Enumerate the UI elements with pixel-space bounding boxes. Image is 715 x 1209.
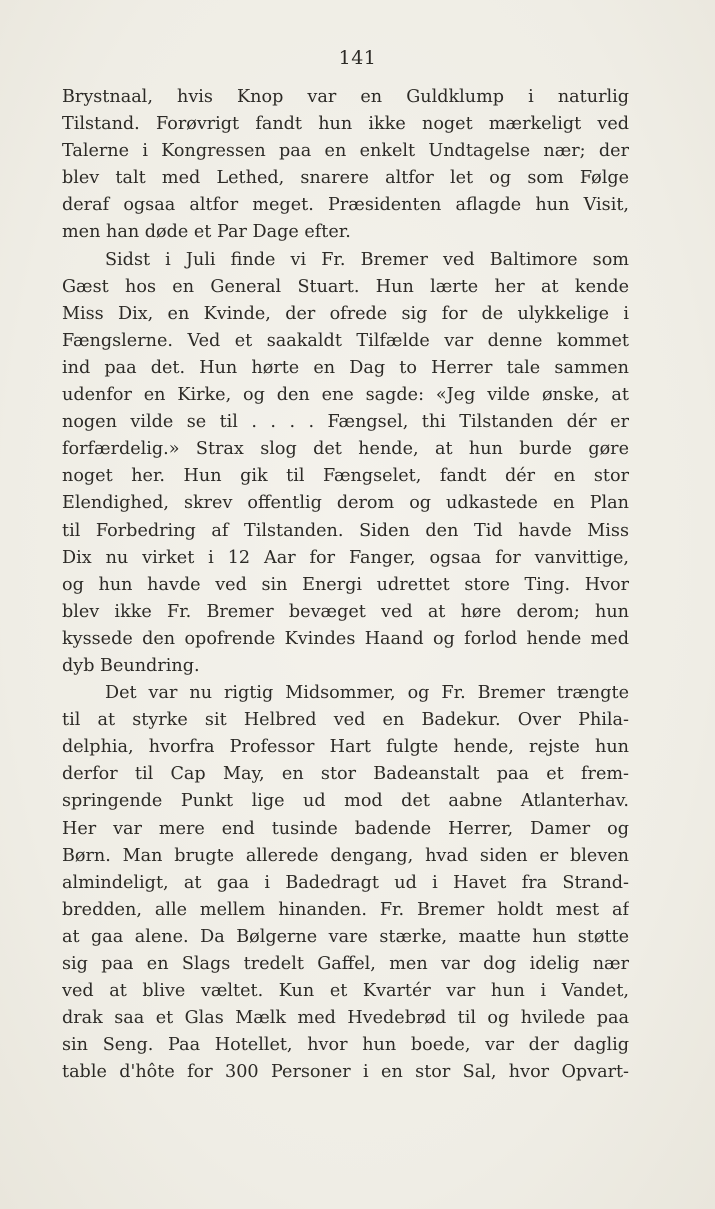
text-line: Fængslerne. Ved et saakaldt Tilfælde var denne kommet: [62, 330, 629, 351]
text-line: Sidst i Juli finde vi Fr. Bremer ved Baltimore som: [105, 249, 629, 270]
text-line: kyssede den opofrende Kvindes Haand og forlod hende med: [62, 628, 629, 649]
text-line: Her var mere end tusinde badende Herrer, Damer og: [62, 818, 629, 839]
text-line: springende Punkt lige ud mod det aabne Atlanterhav.: [62, 791, 629, 812]
text-line: derfor til Cap May, en stor Badeanstalt paa et frem-: [62, 764, 629, 785]
text-line: Børn. Man brugte allerede dengang, hvad siden er bleven: [62, 845, 629, 866]
text-line: almindeligt, at gaa i Badedragt ud i Havet fra Strand-: [62, 872, 629, 893]
text-line: Elendighed, skrev offentlig derom og udkastede en Plan: [62, 493, 629, 514]
text-line: Det var nu rigtig Midsommer, og Fr. Bremer trængte: [105, 683, 629, 704]
text-line: at gaa alene. Da Bølgerne vare stærke, maatte hun støtte: [62, 926, 629, 947]
text-line: Talerne i Kongressen paa en enkelt Undtagelse nær; der: [62, 141, 629, 162]
text-line: til at styrke sit Helbred ved en Badekur. Over Phila-: [62, 710, 629, 731]
text-line: blev talt med Lethed, snarere altfor let og som Følge: [62, 168, 629, 189]
text-line: deraf ogsaa altfor meget. Præsidenten aflagde hun Visit,: [62, 195, 629, 216]
body-text: [62, 84, 629, 1086]
text-line: table d'hôte for 300 Personer i en stor Sal, hvor Opvart-: [62, 1062, 629, 1083]
text-line: Brystnaal, hvis Knop var en Guldklump i naturlig: [62, 87, 629, 107]
text-line: bredden, alle mellem hinanden. Fr. Bremer holdt mest af: [62, 899, 629, 920]
text-line: sig paa en Slags tredelt Gaffel, men var dog idelig nær: [62, 954, 629, 974]
text-line: forfærdelig.» Strax slog det hende, at hun burde gøre: [62, 439, 629, 460]
text-line: nogen vilde se til . . . . Fængsel, thi Tilstanden dér er: [62, 412, 629, 433]
text-line: drak saa et Glas Mælk med Hvedebrød til og hvilede paa: [62, 1008, 629, 1029]
text-line: ved at blive væltet. Kun et Kvartér var hun i Vandet,: [62, 981, 629, 1002]
text-line: Tilstand. Forøvrigt fandt hun ikke noget mærkeligt ved: [62, 114, 629, 135]
text-line: noget her. Hun gik til Fængselet, fandt dér en stor: [62, 466, 629, 487]
text-line: dyb Beundring.: [62, 655, 200, 676]
text-line: men han døde et Par Dage efter.: [62, 222, 351, 243]
text-line: udenfor en Kirke, og den ene sagde: «Jeg vilde ønske, at: [62, 385, 629, 406]
text-line: Miss Dix, en Kvinde, der ofrede sig for de ulykkelige i: [62, 303, 629, 324]
text-line: blev ikke Fr. Bremer bevæget ved at høre derom; hun: [62, 601, 629, 622]
text-line: til Forbedring af Tilstanden. Siden den Tid havde Miss: [62, 520, 629, 541]
text-line: Dix nu virket i 12 Aar for Fanger, ogsaa for vanvittige,: [62, 547, 629, 568]
page-number: 141: [338, 47, 377, 69]
text-line: og hun havde ved sin Energi udrettet store Ting. Hvor: [62, 574, 629, 595]
text-line: sin Seng. Paa Hotellet, hvor hun boede, var der daglig: [62, 1035, 629, 1056]
text-line: ind paa det. Hun hørte en Dag to Herrer tale sammen: [62, 357, 629, 378]
text-line: delphia, hvorfra Professor Hart fulgte hende, rejste hun: [62, 737, 629, 758]
text-line: Gæst hos en General Stuart. Hun lærte her at kende: [62, 276, 629, 297]
